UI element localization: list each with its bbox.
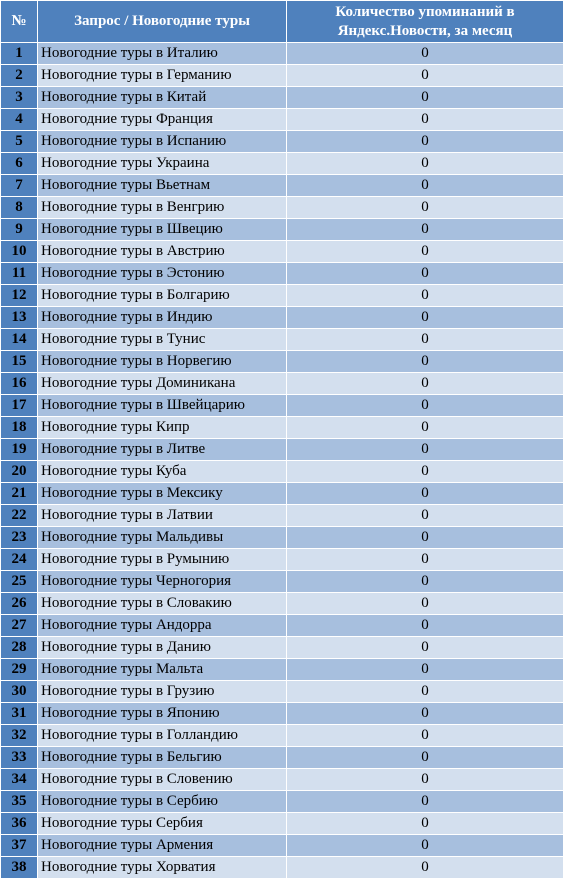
row-query: Новогодние туры в Данию xyxy=(38,637,286,658)
row-count: 0 xyxy=(287,307,563,328)
row-count: 0 xyxy=(287,351,563,372)
row-query: Новогодние туры в Словакию xyxy=(38,593,286,614)
row-number: 16 xyxy=(1,373,37,394)
table-row xyxy=(1,241,563,262)
table-row xyxy=(1,329,563,350)
row-count: 0 xyxy=(287,87,563,108)
row-query: Новогодние туры в Болгарию xyxy=(38,285,286,306)
row-number: 33 xyxy=(1,747,37,768)
row-count: 0 xyxy=(287,373,563,394)
row-number: 27 xyxy=(1,615,37,636)
row-query: Новогодние туры в Румынию xyxy=(38,549,286,570)
row-number: 29 xyxy=(1,659,37,680)
table-row xyxy=(1,549,563,570)
header-query: Запрос / Новогодние туры xyxy=(38,1,286,42)
row-count: 0 xyxy=(287,241,563,262)
row-number: 21 xyxy=(1,483,37,504)
row-number: 22 xyxy=(1,505,37,526)
row-number: 18 xyxy=(1,417,37,438)
table-row xyxy=(1,131,563,152)
row-query: Новогодние туры Хорватия xyxy=(38,857,286,878)
table-row xyxy=(1,395,563,416)
header-number: № xyxy=(1,1,37,42)
row-number: 37 xyxy=(1,835,37,856)
table-row xyxy=(1,285,563,306)
table-row xyxy=(1,571,563,592)
table-row xyxy=(1,769,563,790)
row-number: 3 xyxy=(1,87,37,108)
row-query: Новогодние туры в Литве xyxy=(38,439,286,460)
row-count: 0 xyxy=(287,329,563,350)
table-row xyxy=(1,637,563,658)
row-number: 5 xyxy=(1,131,37,152)
row-number: 35 xyxy=(1,791,37,812)
table-row xyxy=(1,197,563,218)
row-number: 19 xyxy=(1,439,37,460)
row-number: 6 xyxy=(1,153,37,174)
table-row xyxy=(1,43,563,64)
row-query: Новогодние туры Армения xyxy=(38,835,286,856)
row-number: 1 xyxy=(1,43,37,64)
row-number: 15 xyxy=(1,351,37,372)
row-count: 0 xyxy=(287,219,563,240)
row-count: 0 xyxy=(287,65,563,86)
row-query: Новогодние туры в Бельгию xyxy=(38,747,286,768)
table-row xyxy=(1,747,563,768)
table-row xyxy=(1,87,563,108)
row-count: 0 xyxy=(287,747,563,768)
row-number: 11 xyxy=(1,263,37,284)
row-number: 10 xyxy=(1,241,37,262)
row-count: 0 xyxy=(287,571,563,592)
row-query: Новогодние туры в Словению xyxy=(38,769,286,790)
row-number: 36 xyxy=(1,813,37,834)
row-count: 0 xyxy=(287,527,563,548)
row-count: 0 xyxy=(287,637,563,658)
row-query: Новогодние туры в Латвии xyxy=(38,505,286,526)
row-count: 0 xyxy=(287,769,563,790)
table-row xyxy=(1,791,563,812)
table-row xyxy=(1,615,563,636)
table-row xyxy=(1,439,563,460)
table-row xyxy=(1,483,563,504)
row-number: 34 xyxy=(1,769,37,790)
table-row xyxy=(1,857,563,878)
table-row xyxy=(1,263,563,284)
row-count: 0 xyxy=(287,263,563,284)
row-number: 26 xyxy=(1,593,37,614)
row-count: 0 xyxy=(287,109,563,130)
table-row xyxy=(1,373,563,394)
row-query: Новогодние туры в Тунис xyxy=(38,329,286,350)
row-number: 13 xyxy=(1,307,37,328)
row-count: 0 xyxy=(287,153,563,174)
row-query: Новогодние туры в Испанию xyxy=(38,131,286,152)
row-number: 28 xyxy=(1,637,37,658)
row-query: Новогодние туры в Японию xyxy=(38,703,286,724)
row-number: 32 xyxy=(1,725,37,746)
table-row xyxy=(1,153,563,174)
row-number: 24 xyxy=(1,549,37,570)
row-query: Новогодние туры в Грузию xyxy=(38,681,286,702)
row-query: Новогодние туры в Мексику xyxy=(38,483,286,504)
table-row xyxy=(1,219,563,240)
row-count: 0 xyxy=(287,461,563,482)
row-count: 0 xyxy=(287,483,563,504)
row-number: 20 xyxy=(1,461,37,482)
table-row xyxy=(1,351,563,372)
row-count: 0 xyxy=(287,197,563,218)
row-count: 0 xyxy=(287,615,563,636)
row-count: 0 xyxy=(287,131,563,152)
row-query: Новогодние туры Куба xyxy=(38,461,286,482)
row-number: 7 xyxy=(1,175,37,196)
table-header xyxy=(1,1,563,42)
row-query: Новогодние туры в Швецию xyxy=(38,219,286,240)
row-count: 0 xyxy=(287,703,563,724)
row-query: Новогодние туры в Венгрию xyxy=(38,197,286,218)
row-query: Новогодние туры в Германию xyxy=(38,65,286,86)
row-number: 30 xyxy=(1,681,37,702)
row-number: 4 xyxy=(1,109,37,130)
row-query: Новогодние туры в Голландию xyxy=(38,725,286,746)
row-number: 23 xyxy=(1,527,37,548)
row-number: 25 xyxy=(1,571,37,592)
row-query: Новогодние туры в Китай xyxy=(38,87,286,108)
row-number: 8 xyxy=(1,197,37,218)
row-count: 0 xyxy=(287,175,563,196)
table-row xyxy=(1,681,563,702)
row-count: 0 xyxy=(287,505,563,526)
table-row xyxy=(1,813,563,834)
row-count: 0 xyxy=(287,659,563,680)
row-query: Новогодние туры Сербия xyxy=(38,813,286,834)
table-row xyxy=(1,659,563,680)
row-query: Новогодние туры Доминикана xyxy=(38,373,286,394)
table-body xyxy=(1,43,563,878)
table-row xyxy=(1,593,563,614)
header-count: Количество упоминаний в Яндекс.Новости, за месяц xyxy=(287,1,563,42)
row-count: 0 xyxy=(287,725,563,746)
row-number: 17 xyxy=(1,395,37,416)
row-count: 0 xyxy=(287,43,563,64)
table-row xyxy=(1,703,563,724)
row-number: 2 xyxy=(1,65,37,86)
row-count: 0 xyxy=(287,857,563,878)
row-number: 38 xyxy=(1,857,37,878)
row-count: 0 xyxy=(287,593,563,614)
table-row xyxy=(1,835,563,856)
row-query: Новогодние туры Франция xyxy=(38,109,286,130)
row-query: Новогодние туры в Швейцарию xyxy=(38,395,286,416)
table-row xyxy=(1,527,563,548)
table-row xyxy=(1,461,563,482)
row-query: Новогодние туры Мальта xyxy=(38,659,286,680)
table-row xyxy=(1,109,563,130)
row-query: Новогодние туры в Италию xyxy=(38,43,286,64)
row-number: 31 xyxy=(1,703,37,724)
row-query: Новогодние туры в Индию xyxy=(38,307,286,328)
row-number: 12 xyxy=(1,285,37,306)
row-query: Новогодние туры в Сербию xyxy=(38,791,286,812)
row-query: Новогодние туры в Австрию xyxy=(38,241,286,262)
table-row xyxy=(1,65,563,86)
table-row xyxy=(1,307,563,328)
row-query: Новогодние туры Мальдивы xyxy=(38,527,286,548)
table-row xyxy=(1,725,563,746)
row-count: 0 xyxy=(287,813,563,834)
row-count: 0 xyxy=(287,549,563,570)
table-row xyxy=(1,505,563,526)
table-row xyxy=(1,417,563,438)
row-count: 0 xyxy=(287,417,563,438)
row-query: Новогодние туры в Норвегию xyxy=(38,351,286,372)
row-count: 0 xyxy=(287,395,563,416)
row-query: Новогодние туры Кипр xyxy=(38,417,286,438)
row-count: 0 xyxy=(287,439,563,460)
row-count: 0 xyxy=(287,835,563,856)
table-row xyxy=(1,175,563,196)
header-row xyxy=(1,1,563,42)
row-query: Новогодние туры Андорра xyxy=(38,615,286,636)
row-count: 0 xyxy=(287,791,563,812)
row-query: Новогодние туры в Эстонию xyxy=(38,263,286,284)
row-count: 0 xyxy=(287,285,563,306)
row-count: 0 xyxy=(287,681,563,702)
row-query: Новогодние туры Вьетнам xyxy=(38,175,286,196)
row-number: 9 xyxy=(1,219,37,240)
row-query: Новогодние туры Украина xyxy=(38,153,286,174)
row-number: 14 xyxy=(1,329,37,350)
row-query: Новогодние туры Черногория xyxy=(38,571,286,592)
